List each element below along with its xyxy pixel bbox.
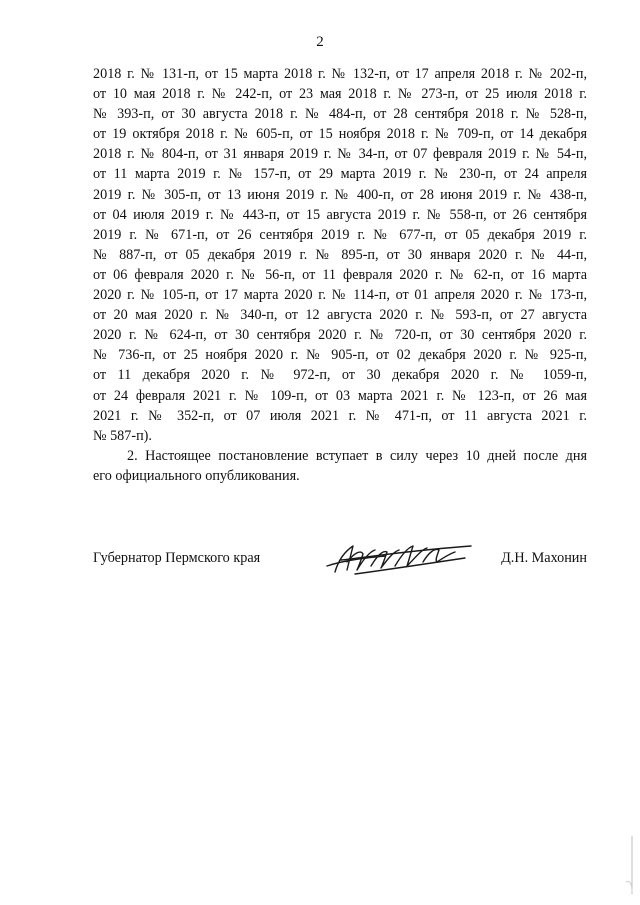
signatory-title: Губернатор Пермского края — [93, 550, 261, 566]
text-line: 2019 г. № 305-п, от 13 июня 2019 г. № 400-п, от 28 июня 2019 г. № 438-п, — [93, 186, 587, 203]
text-line: 2020 г. № 105-п, от 17 марта 2020 г. № 114-п, от 01 апреля 2020 г. № 173-п, — [93, 287, 587, 304]
text-line: № 393-п, от 30 августа 2018 г. № 484-п, от 28 сентября 2018 г. № 528-п, — [93, 106, 587, 123]
text-line: 2018 г. № 804-п, от 31 января 2019 г. № 34-п, от 07 февраля 2019 г. № 54-п, — [93, 146, 587, 163]
text-line: № 736-п, от 25 ноября 2020 г. № 905-п, от 02 декабря 2020 г. № 925-п, — [93, 347, 587, 364]
text-line: 2019 г. № 671-п, от 26 сентября 2019 г. № 677-п, от 05 декабря 2019 г. — [93, 226, 587, 243]
text-line: от 10 мая 2018 г. № 242-п, от 23 мая 2018 г. № 273-п, от 25 июля 2018 г. — [93, 86, 587, 103]
page-number: 2 — [316, 34, 324, 50]
text-line: от 06 февраля 2020 г. № 56-п, от 11 февраля 2020 г. № 62-п, от 16 марта — [93, 266, 587, 283]
handwritten-signature — [325, 536, 475, 580]
paragraph-2 — [93, 446, 587, 486]
text-line: от 04 июля 2019 г. № 443-п, от 15 августа 2019 г. № 558-п, от 26 сентября — [93, 206, 587, 223]
document-body — [93, 64, 587, 486]
text-line: от 24 февраля 2021 г. № 109-п, от 03 марта 2021 г. № 123-п, от 26 мая — [93, 387, 587, 404]
text-line: 2. Настоящее постановление вступает в силу через 10 дней после дня — [127, 447, 587, 464]
signatory-name: Д.Н. Махонин — [501, 550, 587, 566]
text-line: 2018 г. № 131-п, от 15 марта 2018 г. № 132-п, от 17 апреля 2018 г. № 202-п, — [93, 66, 587, 82]
text-line: № 587-п). — [93, 427, 152, 444]
text-line: от 11 марта 2019 г. № 157-п, от 29 марта 2019 г. № 230-п, от 24 апреля — [93, 166, 587, 183]
signature-block — [93, 540, 587, 600]
text-line: 2020 г. № 624-п, от 30 сентября 2020 г. № 720-п, от 30 сентября 2020 г. — [93, 327, 587, 344]
text-line: от 20 мая 2020 г. № 340-п, от 12 августа 2020 г. № 593-п, от 27 августа — [93, 307, 587, 324]
text-line: от 19 октября 2018 г. № 605-п, от 15 ноября 2018 г. № 709-п, от 14 декабря — [93, 126, 587, 143]
text-line: от 11 декабря 2020 г. № 972-п, от 30 декабря 2020 г. № 1059-п, — [93, 367, 587, 384]
paragraph-1 — [93, 64, 587, 446]
text-line: № 887-п, от 05 декабря 2019 г. № 895-п, от 30 января 2020 г. № 44-п, — [93, 246, 587, 263]
text-line: 2021 г. № 352-п, от 07 июля 2021 г. № 471-п, от 11 августа 2021 г. — [93, 407, 587, 424]
text-line: его официального опубликования. — [93, 467, 300, 484]
scan-edge-mark — [592, 836, 640, 896]
